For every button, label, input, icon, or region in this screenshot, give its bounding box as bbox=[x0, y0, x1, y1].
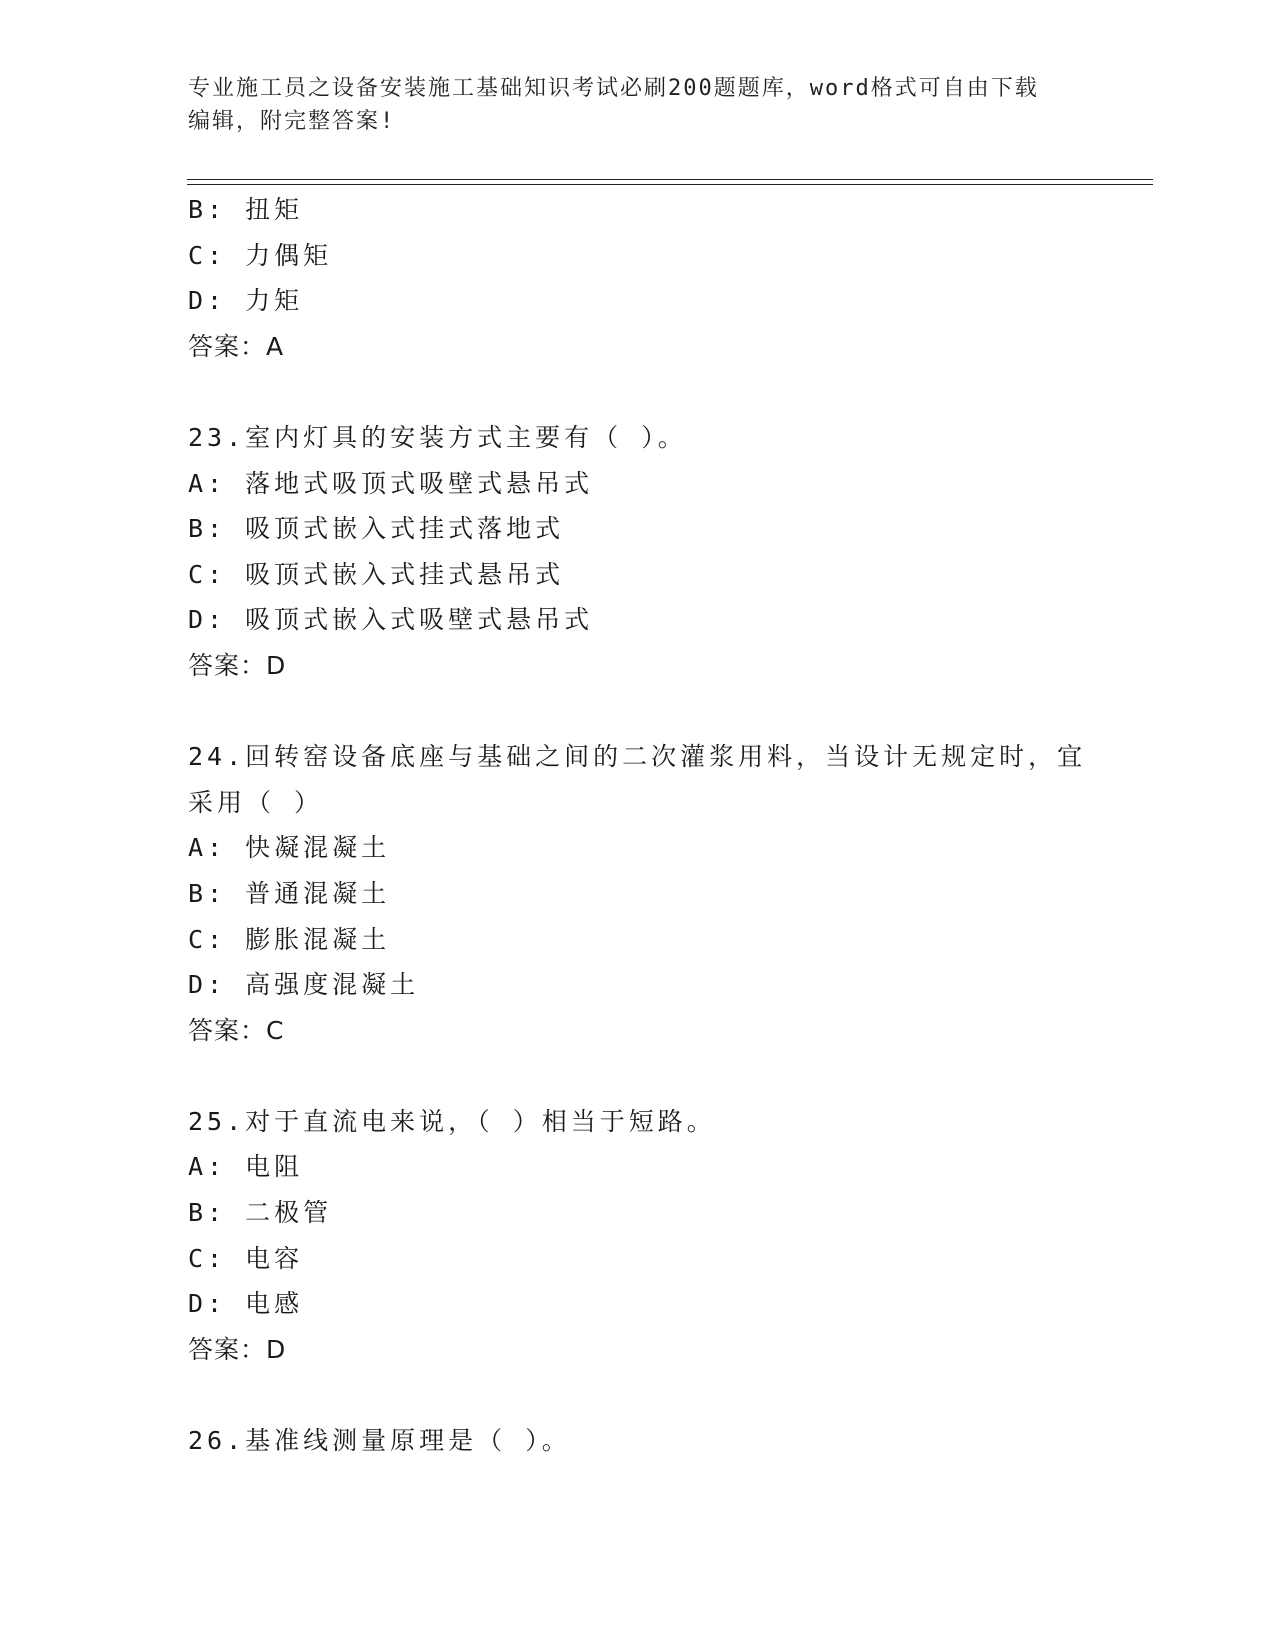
option-a: A: 落地式吸顶式吸壁式悬吊式 bbox=[188, 468, 594, 498]
option-d: D: 力矩 bbox=[188, 286, 304, 316]
answer-line: 答案：A bbox=[188, 331, 285, 361]
spacer bbox=[188, 369, 1088, 415]
option-a: A: 快凝混凝土 bbox=[188, 833, 391, 863]
option-c: C: 电容 bbox=[188, 1243, 304, 1273]
option-d: D: 吸顶式嵌入式吸壁式悬吊式 bbox=[188, 605, 594, 635]
question-24 bbox=[188, 734, 1088, 1053]
option-b: B: 扭矩 bbox=[188, 195, 304, 224]
option-c: C: 吸顶式嵌入式挂式悬吊式 bbox=[188, 559, 565, 589]
spacer bbox=[188, 1053, 1088, 1099]
answer-line: 答案：D bbox=[188, 650, 287, 680]
question-stem: 24.回转窑设备底座与基础之间的二次灌浆用料，当设计无规定时，宜 bbox=[188, 742, 1087, 772]
option-b: B: 二极管 bbox=[188, 1198, 333, 1228]
spacer bbox=[188, 689, 1088, 735]
option-b: B: 吸顶式嵌入式挂式落地式 bbox=[188, 514, 565, 544]
answer-line: 答案：D bbox=[188, 1334, 287, 1364]
option-d: D: 电感 bbox=[188, 1289, 304, 1319]
question-23 bbox=[188, 415, 1088, 689]
header-divider-top bbox=[187, 179, 1153, 180]
header-title-line-2: 编辑，附完整答案! bbox=[188, 109, 396, 134]
spacer bbox=[188, 1372, 1088, 1418]
question-22-continued bbox=[188, 187, 1088, 369]
option-a: A: 电阻 bbox=[188, 1152, 304, 1182]
option-c: C: 膨胀混凝土 bbox=[188, 924, 391, 954]
header-divider-bottom bbox=[187, 184, 1153, 185]
option-c: C: 力偶矩 bbox=[188, 240, 333, 270]
option-d: D: 高强度混凝土 bbox=[188, 970, 420, 1000]
question-stem: 25.对于直流电来说，（ ）相当于短路。 bbox=[188, 1106, 716, 1136]
question-content bbox=[188, 187, 1088, 1464]
question-26 bbox=[188, 1418, 1088, 1464]
question-stem-continued: 采用（ ） bbox=[188, 787, 324, 817]
answer-line: 答案：C bbox=[188, 1015, 285, 1045]
header-title-line-1: 专业施工员之设备安装施工基础知识考试必刷200题题库，word格式可自由下载 bbox=[188, 76, 1039, 101]
question-stem: 23.室内灯具的安装方式主要有（ ）。 bbox=[188, 422, 687, 452]
question-25 bbox=[188, 1099, 1088, 1373]
document-header bbox=[188, 72, 1088, 138]
question-stem: 26.基准线测量原理是（ ）。 bbox=[188, 1426, 571, 1456]
option-b: B: 普通混凝土 bbox=[188, 878, 391, 908]
